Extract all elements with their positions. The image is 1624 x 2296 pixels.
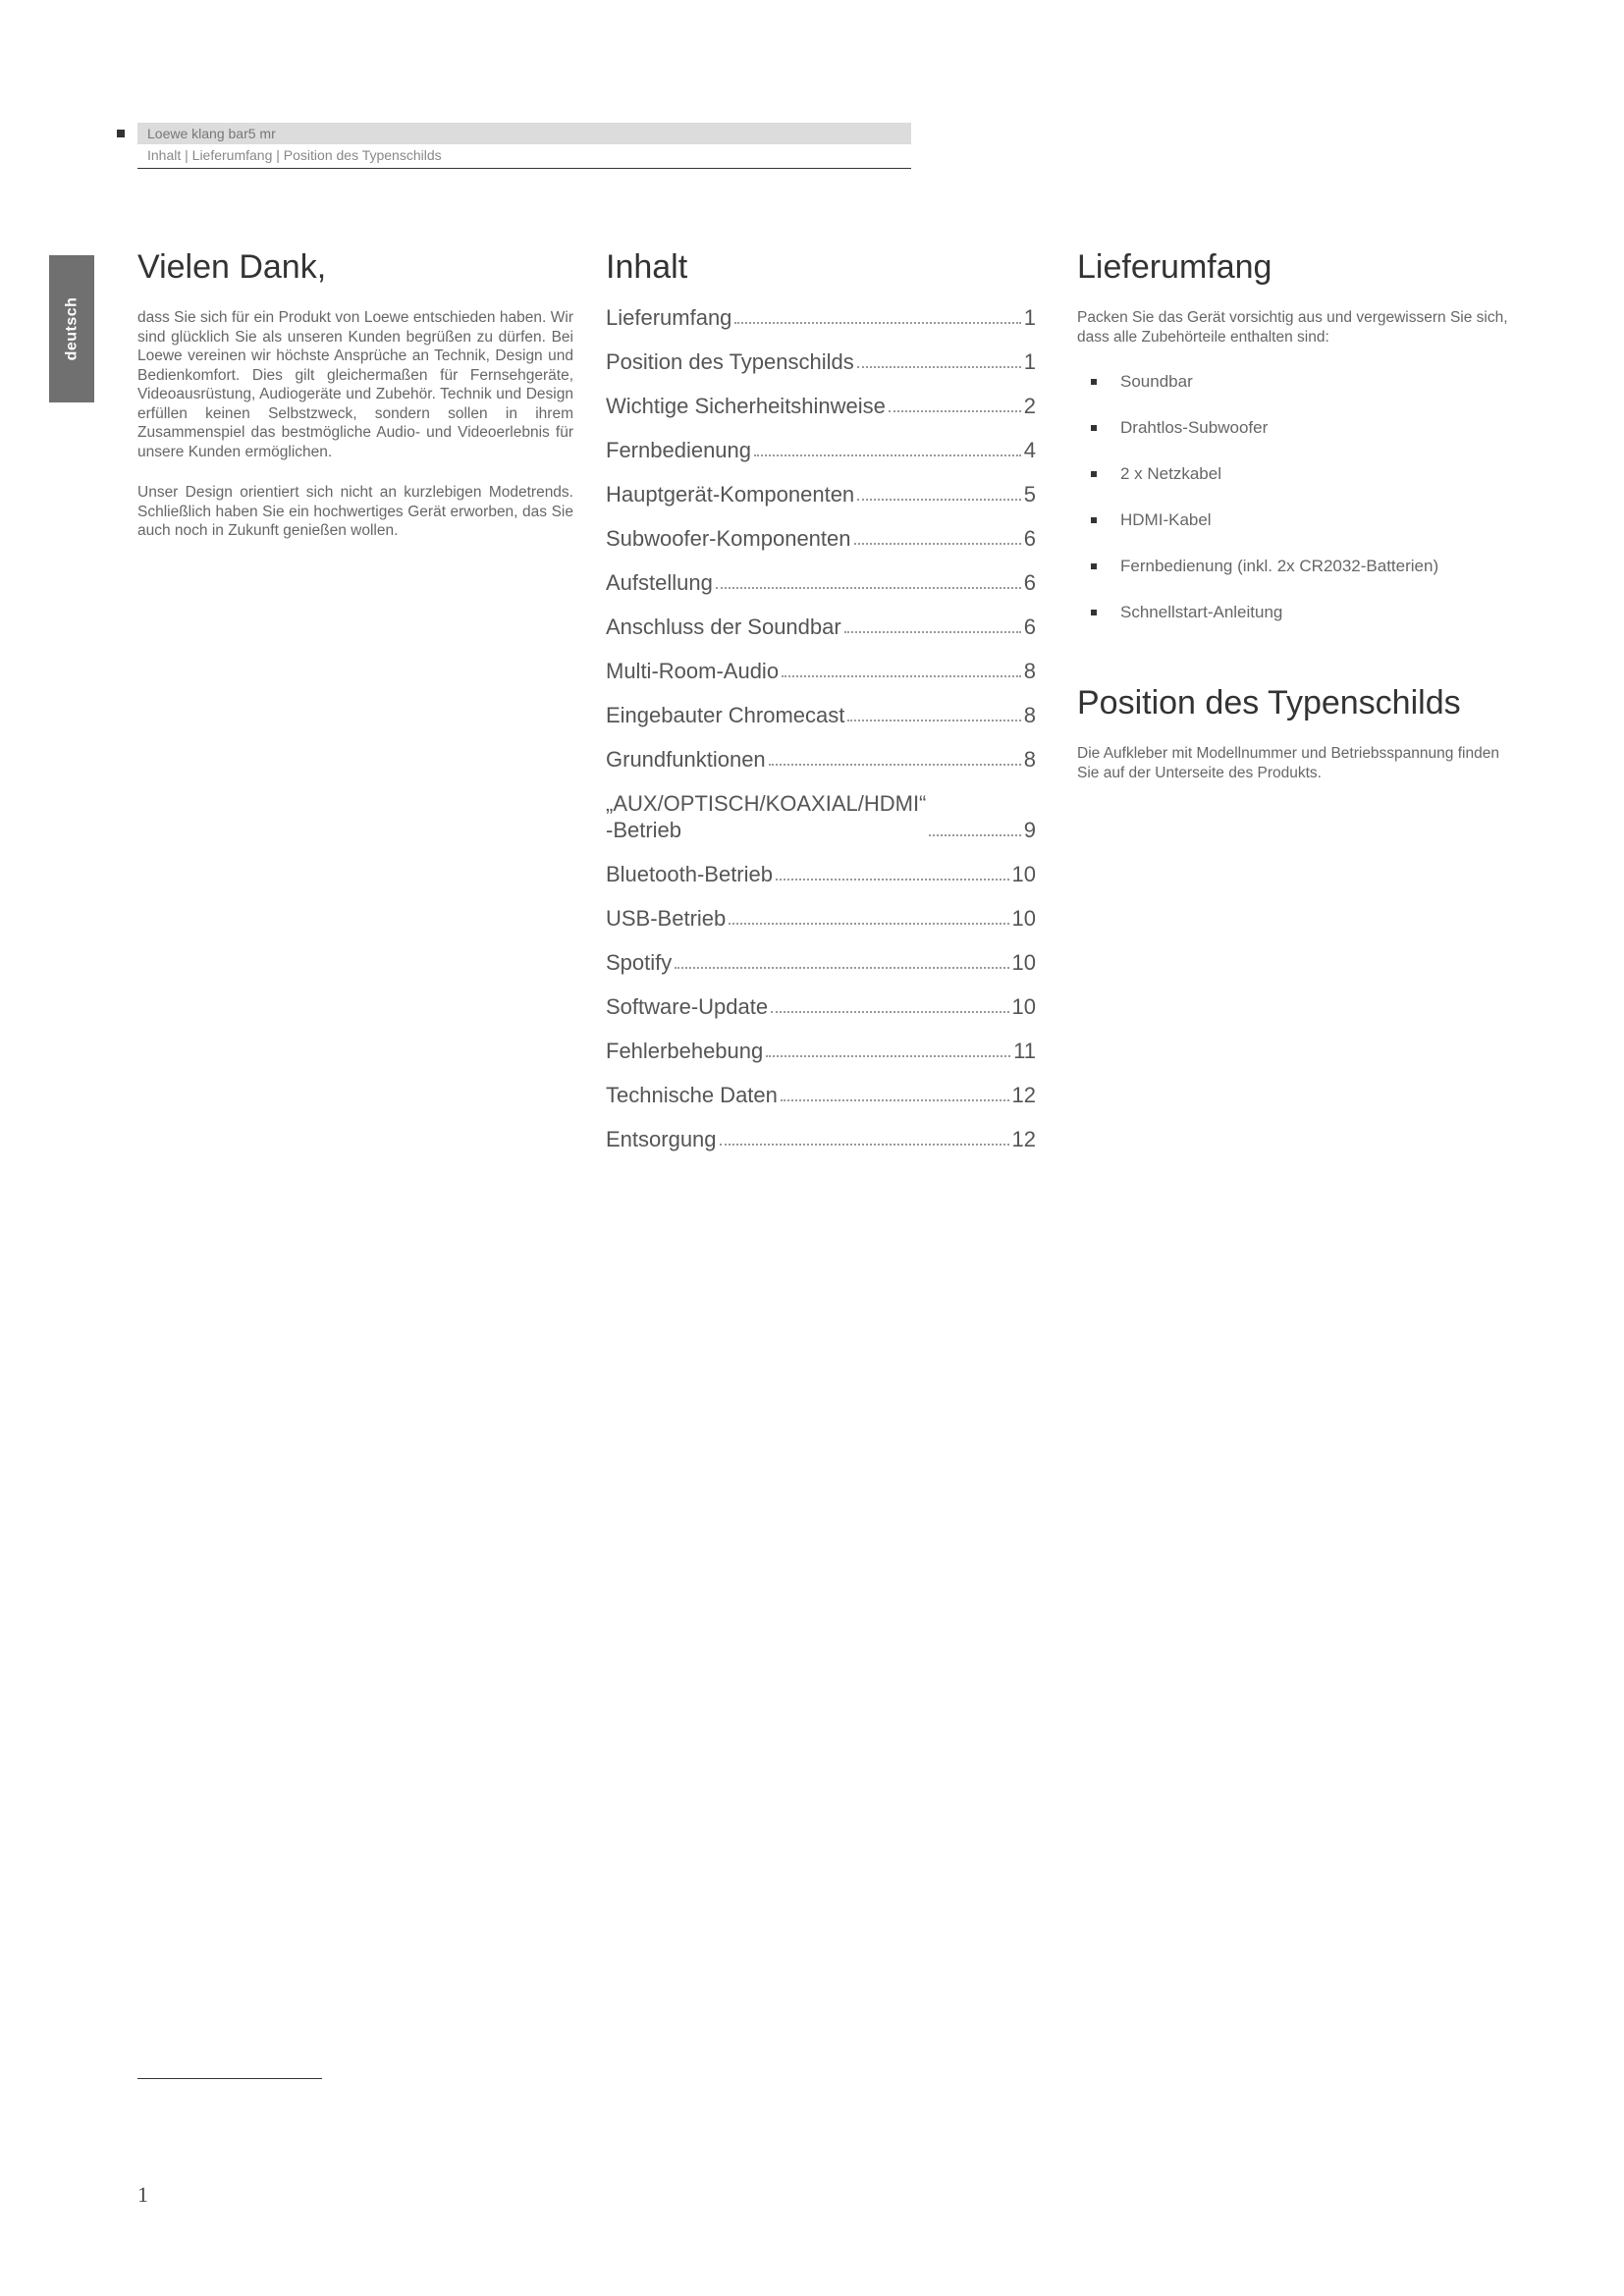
- intro-section: [137, 245, 573, 541]
- toc-entry-page: 1: [1023, 349, 1036, 374]
- bullet-square-icon: [1091, 379, 1097, 385]
- bullet-square-icon: [1091, 517, 1097, 523]
- toc-entry[interactable]: [606, 658, 1036, 684]
- bullet-square-icon: [1091, 610, 1097, 615]
- toc-entry-title: Software-Update: [606, 994, 769, 1019]
- toc-entry-page: 10: [1011, 906, 1036, 931]
- toc-entry[interactable]: [606, 614, 1036, 640]
- toc-leader-dots: [776, 879, 1009, 881]
- toc-leader-dots: [754, 454, 1021, 456]
- toc-entry-title: Subwoofer-Komponenten: [606, 526, 851, 551]
- toc-entry-title: Fehlerbehebung: [606, 1039, 764, 1063]
- toc-entry-page: 11: [1013, 1039, 1036, 1063]
- toc-entry[interactable]: [606, 993, 1036, 1020]
- toc-leader-dots: [929, 834, 1020, 836]
- toc-leader-dots: [857, 499, 1021, 501]
- toc-entry-title: Wichtige Sicherheitshinweise: [606, 394, 886, 418]
- toc-leader-dots: [781, 1099, 1009, 1101]
- scope-item-label: Schnellstart-Anleitung: [1120, 603, 1283, 621]
- toc-leader-dots: [729, 923, 1008, 925]
- toc-section: [606, 245, 1036, 1170]
- toc-entry-title: Hauptgerät-Komponenten: [606, 482, 855, 507]
- toc-entry[interactable]: [606, 304, 1036, 331]
- scope-item: [1077, 510, 1517, 530]
- page-number: 1: [137, 2182, 148, 2207]
- header-breadcrumb: Inhalt | Lieferumfang | Position des Typenschilds: [147, 147, 442, 163]
- toc-entry[interactable]: [606, 1126, 1036, 1152]
- toc-entry-page: 12: [1011, 1083, 1036, 1107]
- scope-item-label: Soundbar: [1120, 372, 1193, 391]
- toc-leader-dots: [734, 322, 1020, 324]
- toc-entry-title: Anschluss der Soundbar: [606, 614, 841, 639]
- language-tab-label: deutsch: [63, 296, 80, 361]
- toc-entry[interactable]: [606, 525, 1036, 552]
- header-bullet: [117, 130, 125, 137]
- toc-entry-page: 8: [1023, 659, 1036, 683]
- toc-entry-title: Lieferumfang: [606, 305, 732, 330]
- scope-item: [1077, 557, 1517, 576]
- toc-entry-title: Technische Daten: [606, 1083, 778, 1107]
- toc-entry[interactable]: [606, 569, 1036, 596]
- toc-entry-page: 10: [1011, 994, 1036, 1019]
- scope-item: [1077, 464, 1517, 484]
- toc-entry-page: 6: [1023, 614, 1036, 639]
- scope-item-label: HDMI-Kabel: [1120, 510, 1212, 529]
- language-tab: [49, 255, 94, 402]
- scope-item-label: Drahtlos-Subwoofer: [1120, 418, 1269, 437]
- toc-entry-page: 8: [1023, 703, 1036, 727]
- toc-entry[interactable]: [606, 393, 1036, 419]
- toc-leader-dots: [847, 720, 1020, 721]
- bullet-square-icon: [1091, 471, 1097, 477]
- toc-entry[interactable]: [606, 905, 1036, 932]
- toc-entry-page: 1: [1023, 305, 1036, 330]
- toc-entry[interactable]: [606, 437, 1036, 463]
- toc-leader-dots: [720, 1144, 1009, 1146]
- toc-leader-dots: [857, 366, 1021, 368]
- nameplate-title: Position des Typenschilds: [1077, 684, 1461, 721]
- bullet-square-icon: [1091, 425, 1097, 431]
- toc-entry[interactable]: [606, 481, 1036, 507]
- footnote-rule: [137, 2078, 322, 2079]
- toc-list: [606, 304, 1036, 1152]
- intro-paragraph-2: Unser Design orientiert sich nicht an kurzlebigen Modetrends. Schließlich haben Sie ein hochwertiges Gerät erworben, das Sie auch noch in Zukunft genießen wollen.: [137, 484, 573, 539]
- toc-entry-page: 10: [1011, 950, 1036, 975]
- scope-list: [1077, 372, 1517, 622]
- toc-leader-dots: [889, 410, 1021, 412]
- toc-entry-title: „AUX/OPTISCH/KOAXIAL/HDMI“ -Betrieb: [606, 791, 927, 842]
- scope-item: [1077, 372, 1517, 392]
- toc-leader-dots: [716, 587, 1021, 589]
- scope-item: [1077, 603, 1517, 622]
- scope-item: [1077, 418, 1517, 438]
- toc-entry[interactable]: [606, 1038, 1036, 1064]
- toc-entry[interactable]: [606, 861, 1036, 887]
- header-rule: [137, 168, 911, 169]
- toc-entry[interactable]: [606, 702, 1036, 728]
- toc-entry-page: 12: [1011, 1127, 1036, 1151]
- nameplate-text: Die Aufkleber mit Modellnummer und Betriebsspannung finden Sie auf der Unterseite des Produkts.: [1077, 745, 1499, 781]
- toc-entry-title: Bluetooth-Betrieb: [606, 862, 773, 886]
- toc-entry[interactable]: [606, 1082, 1036, 1108]
- toc-leader-dots: [769, 764, 1021, 766]
- toc-entry[interactable]: [606, 348, 1036, 375]
- toc-leader-dots: [854, 543, 1021, 545]
- scope-section: [1077, 245, 1517, 782]
- toc-entry-page: 6: [1023, 526, 1036, 551]
- toc-leader-dots: [844, 631, 1021, 633]
- toc-leader-dots: [771, 1011, 1008, 1013]
- bullet-square-icon: [1091, 563, 1097, 569]
- toc-entry-title: Entsorgung: [606, 1127, 717, 1151]
- toc-entry-title: Spotify: [606, 950, 673, 975]
- toc-entry-page: 4: [1023, 438, 1036, 462]
- toc-entry-page: 9: [1023, 818, 1036, 842]
- toc-entry-title: USB-Betrieb: [606, 906, 727, 931]
- toc-title: Inhalt: [606, 248, 688, 286]
- toc-entry-page: 5: [1023, 482, 1036, 507]
- toc-leader-dots: [782, 675, 1021, 677]
- toc-entry-page: 8: [1023, 747, 1036, 772]
- scope-item-label: Fernbedienung (inkl. 2x CR2032-Batterien): [1120, 557, 1439, 575]
- scope-item-label: 2 x Netzkabel: [1120, 464, 1221, 483]
- toc-entry[interactable]: [606, 746, 1036, 773]
- toc-entry-title: Position des Typenschilds: [606, 349, 854, 374]
- toc-entry-title: Multi-Room-Audio: [606, 659, 780, 683]
- toc-entry-title: Fernbedienung: [606, 438, 752, 462]
- header-product: Loewe klang bar5 mr: [137, 123, 911, 144]
- toc-entry-page: 2: [1023, 394, 1036, 418]
- toc-entry-title: Grundfunktionen: [606, 747, 766, 772]
- toc-leader-dots: [675, 967, 1008, 969]
- toc-entry-title: Eingebauter Chromecast: [606, 703, 845, 727]
- scope-intro: Packen Sie das Gerät vorsichtig aus und vergewissern Sie sich, dass alle Zubehörteile enthalten sind:: [1077, 309, 1508, 346]
- intro-title: Vielen Dank,: [137, 248, 327, 286]
- toc-leader-dots: [766, 1055, 1010, 1057]
- toc-entry-page: 6: [1023, 570, 1036, 595]
- intro-paragraph-1: dass Sie sich für ein Produkt von Loewe entschieden haben. Wir sind glücklich Sie als unseren Kunden begrüßen zu dürfen. Bei Loewe vereinen wir höchste Ansprüche an Technik, Design und Bedienkomfort. Dies gilt gleichermaßen für Fernsehgeräte, Videoausrüstung, Audiogeräte und Zubehör. Technik und Design erfüllen keinen Selbstzweck, sondern sollen in ihrem Zusammenspiel das bestmögliche Audio- und Videoerlebnis für unsere Kunden ermöglichen.: [137, 309, 573, 460]
- toc-entry-page: 10: [1011, 862, 1036, 886]
- toc-entry[interactable]: [606, 790, 1036, 843]
- toc-entry-title: Aufstellung: [606, 570, 713, 595]
- toc-entry[interactable]: [606, 949, 1036, 976]
- scope-title: Lieferumfang: [1077, 248, 1272, 286]
